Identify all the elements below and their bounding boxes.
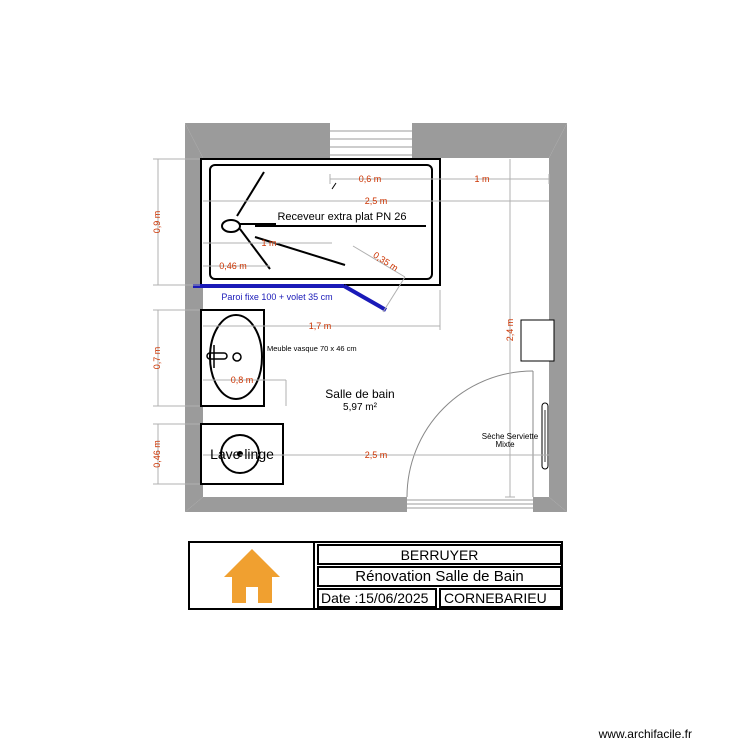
window-top [330,123,412,158]
wall-cabinet [521,320,554,361]
dim-vanity-span: 1,7 m [308,321,332,331]
dim-left-shower: 0,9 m [152,210,162,234]
towel-rail-label-2: Mixte [495,440,515,449]
project-city [439,588,562,608]
dim-room-height-right: 2,4 m [505,318,515,342]
glass-panel-label: Paroi fixe 100 + volet 35 cm [221,292,333,302]
home-icon [222,547,282,605]
towel-rail-label: Sèche Serviette [481,432,539,441]
shower-label: Receveur extra plat PN 26 [277,211,407,223]
title-block [188,541,563,610]
dim-room-width-bottom: 2,5 m [364,450,388,460]
project-date-text: Date :15/06/2025 [321,590,429,606]
wall-right [549,123,567,512]
dim-left-washer: 0,46 m [152,440,162,468]
towel-rail [542,403,548,469]
room-area: 5,97 m² [343,402,377,413]
project-name-text: Rénovation Salle de Bain [355,568,524,585]
dim-right-gap: 1 m [474,174,490,184]
client-name [317,544,562,565]
project-date [317,588,437,608]
washer-label: Lave linge [210,446,274,462]
dim-left-vanity: 0,7 m [152,346,162,370]
site-credit: www.archifacile.fr [598,727,692,741]
dim-shower-length: 2,5 m [364,196,388,206]
project-name [317,566,562,587]
vanity [201,310,264,406]
vanity-label: Meuble vasque 70 x 46 cm [267,344,357,353]
dim-shower-width: 0,6 m [358,174,382,184]
logo-cell [190,543,315,608]
dim-vanity-depth: 0,8 m [230,375,254,385]
dim-shower-inner: 1 m [261,238,277,248]
dim-panel-flap: 0,35 m [371,249,400,274]
room-name: Salle de bain [325,387,395,401]
dim-shower-drain-offset: 0,46 m [219,261,247,271]
project-city-text: CORNEBARIEU [444,590,547,606]
client-name-text: BERRUYER [400,546,479,563]
